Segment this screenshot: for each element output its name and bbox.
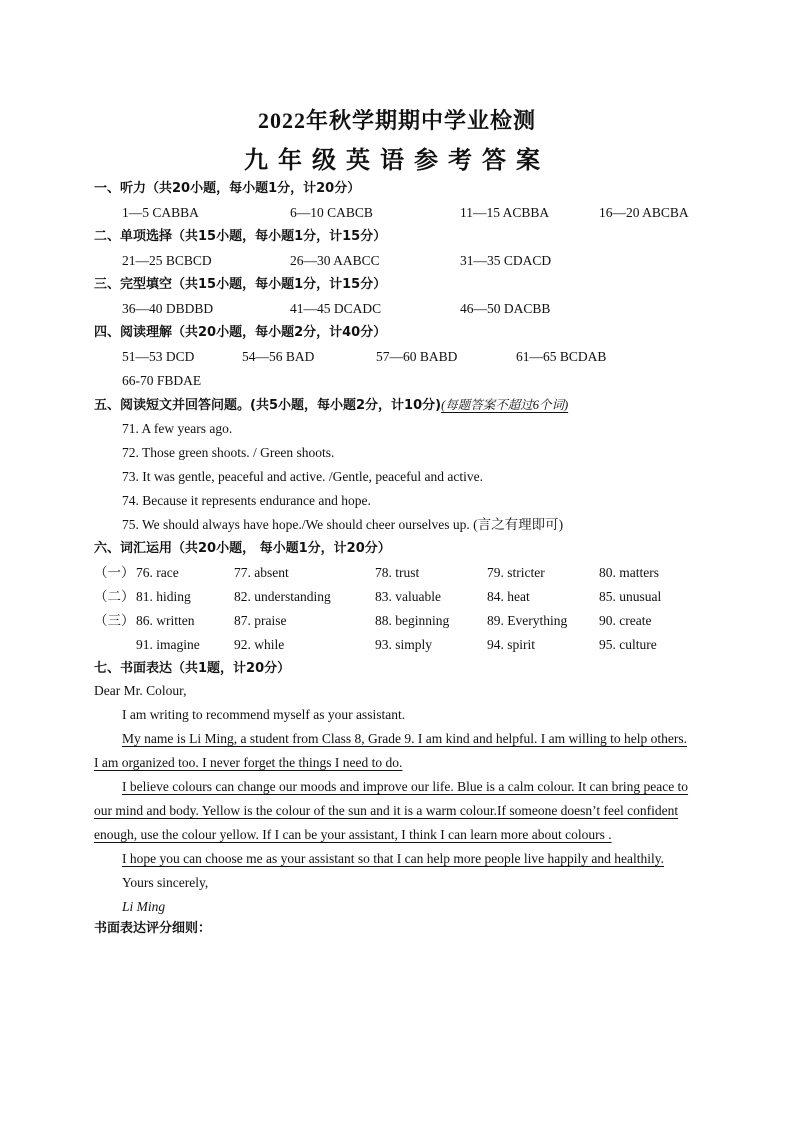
answer-group: 21—25 BCBCD <box>122 253 212 268</box>
short-answer: 74. Because it represents endurance and hope. <box>122 493 371 508</box>
section-1-heading: 一、听力（共20小题，每小题1分，计20分） <box>94 181 361 196</box>
vocab-answer: 80. matters <box>599 565 659 580</box>
page-subtitle: 九年级英语参考答案 <box>244 148 550 174</box>
vocab-answer: 92. while <box>234 637 285 652</box>
section-2-answers <box>0 250 794 272</box>
answer-group: 46—50 DACBB <box>460 301 551 316</box>
section-5-note: (每题答案不超过6个词) <box>441 398 569 412</box>
vocab-row <box>0 610 794 632</box>
answer-group: 31—35 CDACD <box>460 253 552 268</box>
letter-paragraph: enough, use the colour yellow. If I can be your assistant, I think I can learn more about colours . <box>94 827 612 842</box>
letter-paragraph: our mind and body. Yellow is the colour of the sun and it is a warm colour.If someone doesn’t feel confident <box>94 803 679 818</box>
section-2-heading: 二、单项选择（共15小题，每小题1分，计15分） <box>94 229 387 244</box>
vocab-group-label: （二） <box>94 589 135 604</box>
section-4-answers <box>0 346 794 368</box>
answer-group: 61—65 BCDAB <box>516 349 607 364</box>
answer-group: 41—45 DCADC <box>290 301 382 316</box>
section-6-heading: 六、词汇运用（共20小题， 每小题1分，计20分） <box>94 541 391 556</box>
vocab-answer: 81. hiding <box>136 589 191 604</box>
vocab-answer: 91. imagine <box>136 637 200 652</box>
answer-group: 1—5 CABBA <box>122 205 199 220</box>
vocab-answer: 95. culture <box>599 637 657 652</box>
vocab-answer: 82. understanding <box>234 589 331 604</box>
answer-group: 6—10 CABCB <box>290 205 373 220</box>
vocab-answer: 86. written <box>136 613 195 628</box>
section-7-heading: 七、书面表达（共1题，计20分） <box>94 661 291 676</box>
short-answer: 72. Those green shoots. / Green shoots. <box>122 445 335 460</box>
vocab-answer: 87. praise <box>234 613 287 628</box>
vocab-answer: 77. absent <box>234 565 289 580</box>
section-3-heading: 三、完型填空（共15小题，每小题1分，计15分） <box>94 277 387 292</box>
letter-greeting: Dear Mr. Colour, <box>94 683 187 698</box>
letter-closing: Yours sincerely, <box>122 875 209 890</box>
short-answer: 71. A few years ago. <box>122 421 233 436</box>
section-1-answers <box>0 202 794 224</box>
answer-group: 26—30 AABCC <box>290 253 380 268</box>
vocab-answer: 79. stricter <box>487 565 545 580</box>
section-4-heading: 四、阅读理解（共20小题，每小题2分，计40分） <box>94 325 387 340</box>
letter-paragraph: My name is Li Ming, a student from Class 8, Grade 9. I am kind and helpful. I am willing to help others. <box>122 731 688 746</box>
vocab-group-label: （一） <box>94 565 135 580</box>
section-3-answers <box>0 298 794 320</box>
vocab-answer: 84. heat <box>487 589 530 604</box>
letter-paragraph: I hope you can choose me as your assistant so that I can help more people live happily and healthily. <box>122 851 664 866</box>
vocab-answer: 78. trust <box>375 565 420 580</box>
page-title: 2022年秋学期期中学业检测 <box>257 108 536 133</box>
vocab-row <box>0 634 794 656</box>
answer-group: 66-70 FBDAE <box>122 373 202 388</box>
answer-group: 11—15 ACBBA <box>460 205 550 220</box>
vocab-answer: 88. beginning <box>375 613 450 628</box>
vocab-answer: 76. race <box>136 565 179 580</box>
answer-group: 54—56 BAD <box>242 349 315 364</box>
short-answer: 73. It was gentle, peaceful and active. /Gentle, peaceful and active. <box>122 469 483 484</box>
answer-group: 36—40 DBDBD <box>122 301 214 316</box>
section-5-heading: 五、阅读短文并回答问题。(共5小题，每小题2分，计10分) <box>94 398 442 413</box>
rubric-heading: 书面表达评分细则： <box>94 921 212 936</box>
vocab-answer: 83. valuable <box>375 589 441 604</box>
letter-paragraph: I believe colours can change our moods and improve our life. Blue is a calm colour. It can bring peace to <box>122 779 689 794</box>
answer-group: 57—60 BABD <box>376 349 458 364</box>
letter-paragraph: I am writing to recommend myself as your assistant. <box>122 707 406 722</box>
letter-signature: Li Ming <box>122 899 166 914</box>
vocab-row <box>0 562 794 584</box>
vocab-answer: 85. unusual <box>599 589 662 604</box>
answer-group: 51—53 DCD <box>122 349 195 364</box>
vocab-answer: 90. create <box>599 613 652 628</box>
vocab-answer: 94. spirit <box>487 637 536 652</box>
vocab-group-label: （三） <box>94 613 135 628</box>
section-5-heading-row <box>94 394 568 416</box>
vocab-row <box>0 586 794 608</box>
vocab-answer: 89. Everything <box>487 613 568 628</box>
answer-group: 16—20 ABCBA <box>599 205 689 220</box>
letter-paragraph: I am organized too. I never forget the things I need to do. <box>94 755 403 770</box>
vocab-answer: 93. simply <box>375 637 433 652</box>
short-answer: 75. We should always have hope./We should cheer ourselves up. (言之有理即可) <box>122 517 564 532</box>
